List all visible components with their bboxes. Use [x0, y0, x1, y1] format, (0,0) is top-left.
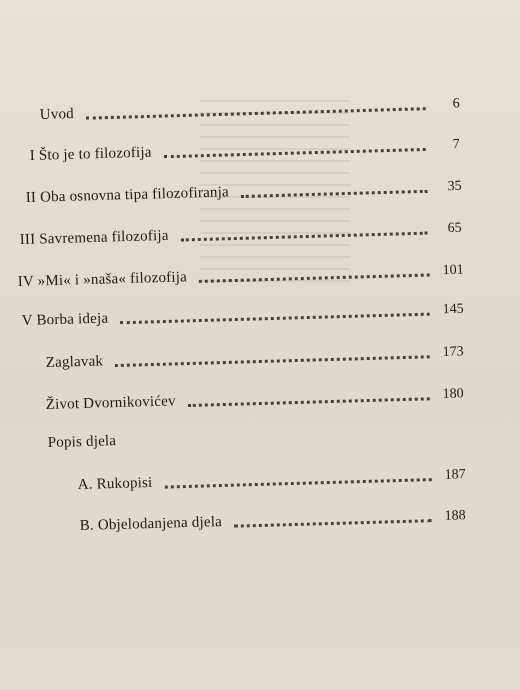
toc-entry-borba-ideja — [21, 294, 463, 330]
dot-leader — [115, 355, 430, 367]
dot-leader — [120, 313, 429, 325]
toc-entry-title: B. Objelodanjena djela — [79, 514, 223, 535]
toc-entry-title: Popis djela — [47, 433, 117, 452]
toc-entry-page: 180 — [442, 386, 464, 402]
dot-leader — [241, 190, 428, 198]
toc-entry-title: II Oba osnovna tipa filozofiranja — [25, 184, 230, 207]
dot-leader — [188, 397, 430, 407]
toc-entry-mi-i-nasa-filozofija — [17, 255, 463, 291]
toc-entry-title: V Borba ideja — [21, 310, 109, 330]
toc-entry-page: 35 — [447, 178, 462, 195]
dot-leader — [234, 519, 432, 528]
toc-entry-zivot-dvornikovicev — [45, 378, 464, 414]
dot-leader — [86, 107, 426, 119]
toc-entry-page: 173 — [442, 344, 464, 360]
toc-entry-uvod — [39, 88, 460, 124]
toc-entry-zaglavak — [45, 336, 464, 372]
toc-entry-rukopisi — [77, 459, 466, 494]
dot-leader — [181, 232, 428, 242]
dot-leader — [164, 148, 426, 158]
dot-leader — [165, 478, 432, 488]
dot-leader — [199, 273, 430, 282]
toc-entry-title: Život Dvornikovićev — [45, 393, 176, 414]
toc-entry-title: III Savremena filozofija — [19, 227, 169, 249]
toc-entry-title: I Što je to filozofija — [29, 144, 152, 165]
toc-entry-page: 101 — [442, 262, 464, 279]
toc-entry-oba-osnovna-tipa — [25, 171, 462, 207]
toc-entry-page: 145 — [442, 301, 464, 318]
toc-entry-title: A. Rukopisi — [77, 474, 153, 494]
toc-entry-title: Uvod — [39, 106, 75, 124]
toc-entry-page: 6 — [452, 96, 460, 112]
toc-entry-title: Zaglavak — [45, 353, 104, 372]
toc-entry-sto-je-to-filozofija — [29, 129, 460, 165]
toc-entry-savremena-filozofija — [19, 213, 461, 249]
toc-entry-title: IV »Mi« i »naša« filozofija — [17, 269, 188, 291]
toc-entry-page: 7 — [452, 136, 460, 153]
toc-entry-page: 188 — [444, 508, 466, 524]
toc-heading-popis-djela — [47, 422, 248, 452]
toc-entry-page: 65 — [447, 220, 462, 237]
toc-entry-objelodanjena-djela — [79, 500, 466, 535]
toc-entry-page: 187 — [444, 467, 466, 483]
